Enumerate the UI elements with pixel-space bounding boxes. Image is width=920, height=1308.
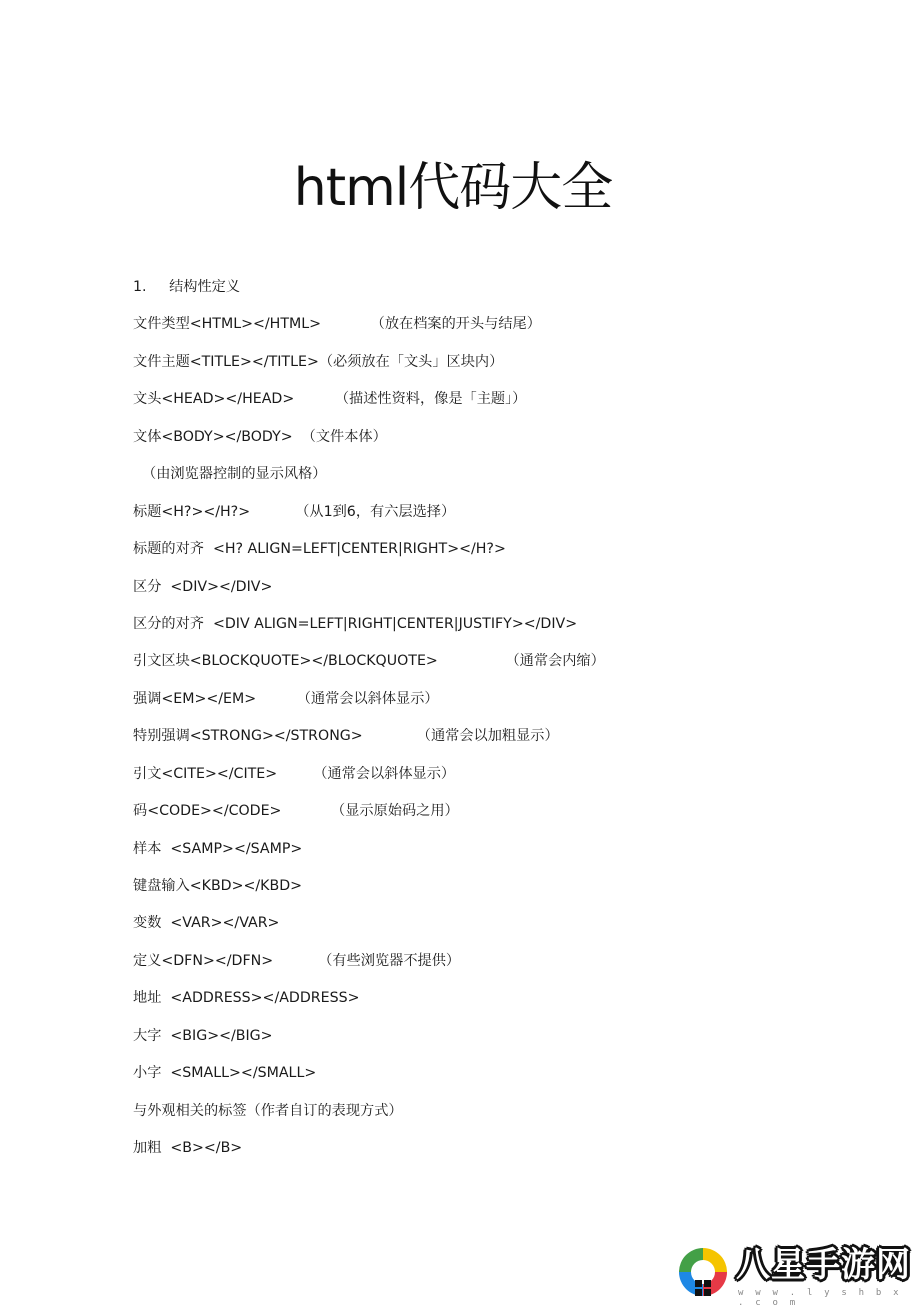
list-item: 码<CODE></CODE> （显示原始码之用） (133, 803, 459, 820)
list-item: 大字 <BIG></BIG> (133, 1027, 273, 1044)
list-item: 定义<DFN></DFN> （有些浏览器不提供） (133, 952, 461, 969)
list-item: 特别强调<STRONG></STRONG> （通常会以加粗显示） (133, 728, 559, 745)
list-item: 引文区块<BLOCKQUOTE></BLOCKQUOTE> （通常会内缩） (133, 653, 605, 670)
list-item: 1. 结构性定义 (133, 279, 241, 295)
list-item: 区分 <DIV></DIV> (133, 578, 273, 595)
list-item: 文体<BODY></BODY> （文件本体） (133, 428, 387, 445)
document-title: html代码大全 (293, 158, 613, 218)
list-item: 强调<EM></EM> （通常会以斜体显示） (133, 690, 439, 707)
list-item: 变数 <VAR></VAR> (133, 915, 280, 932)
list-item: 与外观相关的标签（作者自订的表现方式） (133, 1102, 403, 1119)
list-item: 区分的对齐 <DIV ALIGN=LEFT|RIGHT|CENTER|JUSTIFY></DIV> (133, 615, 578, 632)
list-item: 小字 <SMALL></SMALL> (133, 1065, 317, 1082)
list-item: 文件主题<TITLE></TITLE>（必须放在「文头」区块内） (133, 353, 504, 370)
list-item: 标题<H?></H?> （从1到6，有六层选择） (133, 503, 456, 520)
watermark-url: w w w . l y s h b x . c o m (738, 1288, 902, 1308)
list-item: 地址 <ADDRESS></ADDRESS> (133, 990, 360, 1007)
brand-logo-icon (675, 1244, 731, 1300)
list-item: 键盘输入<KBD></KBD> (133, 878, 303, 894)
list-item: 标题的对齐 <H? ALIGN=LEFT|CENTER|RIGHT></H?> (133, 541, 506, 558)
document-body (133, 274, 833, 1173)
list-item: 加粗 <B></B> (133, 1140, 243, 1157)
list-item: 文头<HEAD></HEAD> （描述性资料，像是「主题」） (133, 391, 527, 408)
list-item: 文件类型<HTML></HTML> （放在档案的开头与结尾） (133, 316, 541, 333)
watermark-name: 八星手游网 (736, 1245, 911, 1285)
watermark-logo (672, 1240, 912, 1308)
list-item: （由浏览器控制的显示风格） (133, 466, 327, 483)
list-item: 样本 <SAMP></SAMP> (133, 840, 303, 857)
list-item: 引文<CITE></CITE> （通常会以斜体显示） (133, 765, 456, 782)
